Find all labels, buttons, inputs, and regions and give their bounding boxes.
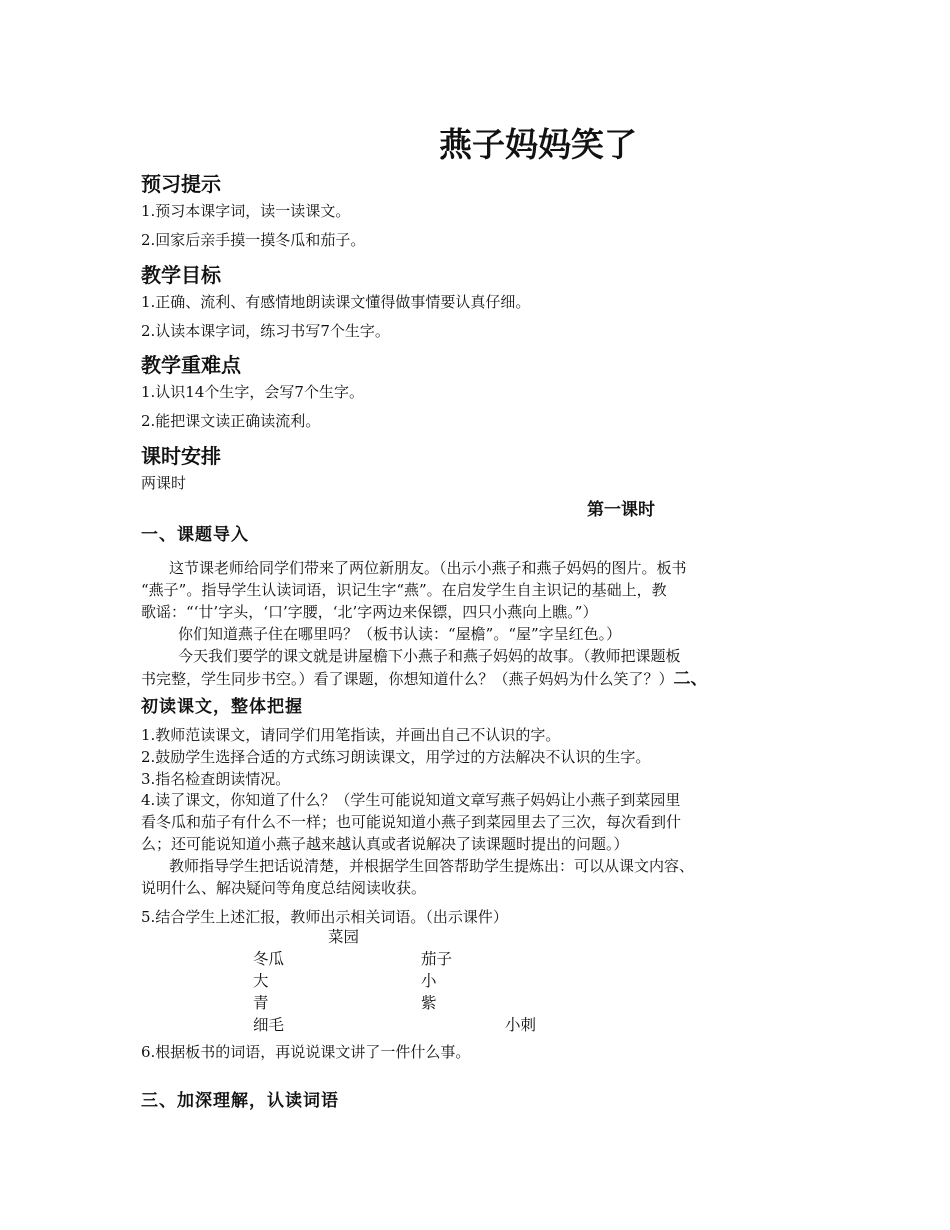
section1-para3-line [141,668,708,690]
section2-guide-line: 教师指导学生把话说清楚，并根据学生回答帮助学生提炼出：可以从课文内容、 [169,857,695,875]
word-far-right: 小刺 [505,1016,537,1034]
section2-item4-line: 么；还可能说知道小燕子越来越认真或者说解决了读课题时提出的问题。） [141,835,629,853]
preview-item: 1.预习本课字词，读一读课文。 [141,202,351,220]
schedule-heading: 课时安排 [141,444,221,468]
section2-heading-start: 二、 [673,669,708,689]
section1-para3-line: 今天我们要学的课文就是讲屋檐下小燕子和燕子妈妈的故事。（教师把课题板 [178,647,681,665]
word-left: 冬瓜 [253,950,285,968]
section2-item4-line: 看冬瓜和茄子有什么不一样；也可能说知道小燕子到菜园里去了三次，每次看到什 [141,813,682,831]
section1-para1-line: “燕子”。指导学生认读词语，识记生字“燕”。在启发学生自主识记的基础上，教 [141,581,667,599]
key-points-heading: 教学重难点 [141,353,241,377]
key-point-item: 1.认识14个生字，会写7个生字。 [141,383,364,401]
section2-guide-line: 说明什么、解决疑问等角度总结阅读收获。 [141,879,427,897]
word-right: 小 [421,972,437,990]
section3-heading: 三、加深理解，认读词语 [141,1091,339,1111]
section2-item4-line: 4.读了课文，你知道了什么？（学生可能说知道文章写燕子妈妈让小燕子到菜园里 [141,791,681,809]
word-right: 紫 [421,994,437,1012]
word-top: 菜园 [328,928,360,946]
goals-heading: 教学目标 [141,263,221,287]
section2-heading: 初读课文，整体把握 [141,697,303,717]
goal-item: 2.认读本课字词，练习书写7个生字。 [141,322,390,340]
section1-para3-text: 书完整，学生同步书空。）看了课题，你想知道什么？（燕子妈妈为什么笑了？） [141,670,674,688]
section2-item6: 6.根据板书的词语，再说说课文讲了一件什么事。 [141,1043,471,1061]
word-left: 青 [253,994,269,1012]
preview-heading: 预习提示 [141,172,221,196]
section1-para1-line: 歌谣：“‘廿’字头，‘口’字腰，‘北’字两边来保镖，四只小燕向上瞧。”） [141,603,598,621]
word-left: 大 [253,972,269,990]
section1-para2: 你们知道燕子住在哪里吗？（板书认读：“屋檐”。“屋”字呈红色。） [178,625,622,643]
section1-para1-line: 这节课老师给同学们带来了两位新朋友。（出示小燕子和燕子妈妈的图片。板书 [169,559,687,577]
document-title: 燕子妈妈笑了 [439,125,637,164]
section2-item: 3.指名检查朗读情况。 [141,770,291,788]
section1-heading: 一、课题导入 [141,525,249,545]
lesson-title: 第一课时 [587,500,655,520]
goal-item: 1.正确、流利、有感情地朗读课文懂得做事情要认真仔细。 [141,293,531,311]
schedule-text: 两课时 [141,474,187,492]
section2-item: 1.教师范读课文，请同学们用笔指读，并画出自己不认识的字。 [141,726,561,744]
section2-item5: 5.结合学生上述汇报，教师出示相关词语。（出示课件） [141,908,508,926]
word-right: 茄子 [421,950,453,968]
word-left: 细毛 [253,1016,285,1034]
section2-item: 2.鼓励学生选择合适的方式练习朗读课文，用学过的方法解决不认识的生字。 [141,748,651,766]
preview-item: 2.回家后亲手摸一摸冬瓜和茄子。 [141,231,366,249]
key-point-item: 2.能把课文读正确读流利。 [141,412,321,430]
